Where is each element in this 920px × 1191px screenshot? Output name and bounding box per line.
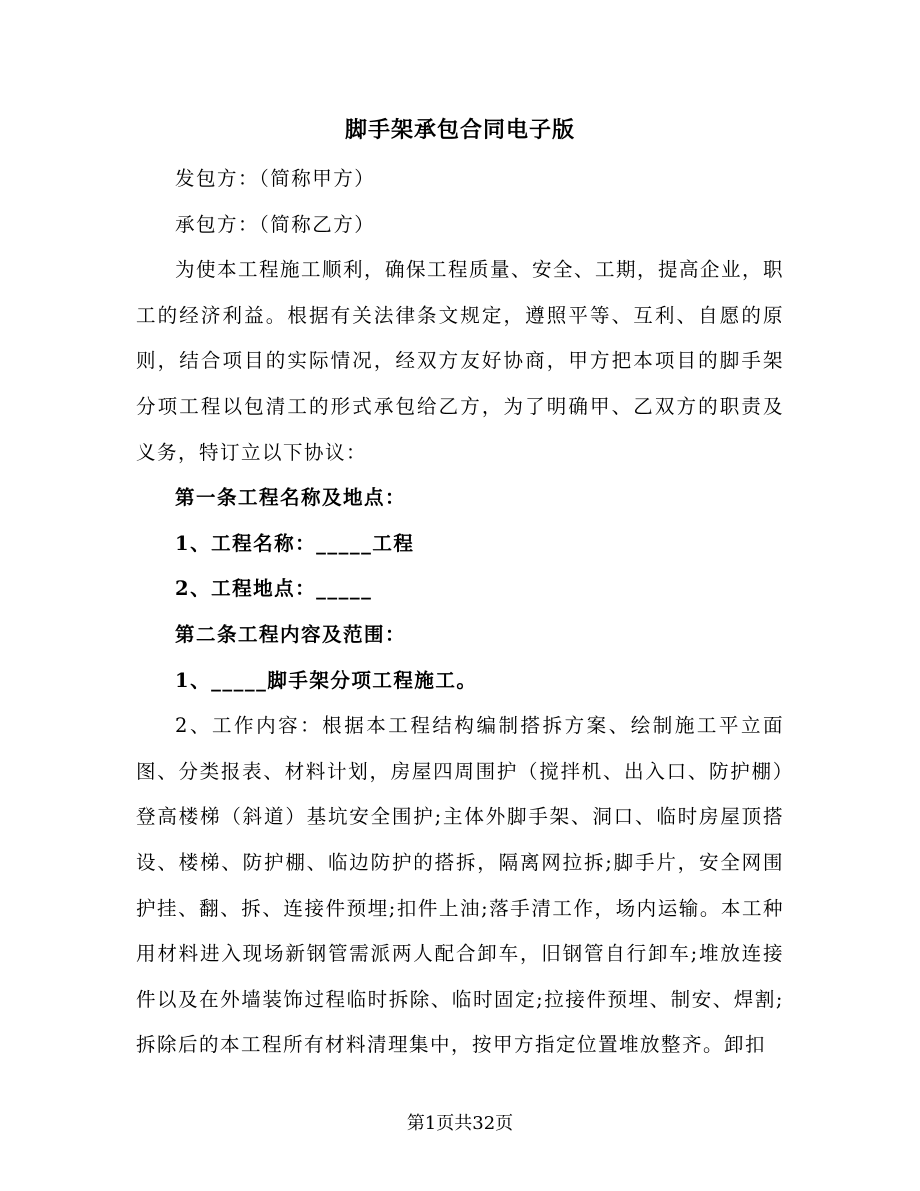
article1-item2: 2、工程地点：_____	[175, 577, 373, 601]
article1-item1: 1、工程名称：_____工程	[175, 531, 415, 555]
article2-item1: 1、_____脚手架分项工程施工。	[175, 668, 478, 692]
party-a-line: 发包方：（简称甲方）	[175, 167, 376, 190]
article2-item2: 2、工作内容：根据本工程结构编制搭拆方案、绘制施工平立面图、分类报表、材料计划，房屋四周围护（搅拌机、出入口、防护棚）登高楼梯（斜道）基坑安全围护;主体外脚手架、洞口、临时房屋顶搭设、楼梯、防护棚、临边防护的搭拆，隔离网拉拆;脚手片，安全网围护挂、翻、拆、连接件预埋;扣件上油;落手清工作，场内运输。本工种用材料进入现场新钢管需派两人配合卸车，旧钢管自行卸车;堆放连接件以及在外墙装饰过程临时拆除、临时固定;拉接件预埋、制安、焊割;拆除后的本工程所有材料清理集中，按甲方指定位置堆放整齐。卸扣	[136, 714, 784, 1057]
document-title: 脚手架承包合同电子版	[344, 117, 575, 143]
party-b-line: 承包方：（简称乙方）	[175, 212, 376, 236]
page-number: 第1页共32页	[406, 1113, 514, 1134]
document-body	[136, 156, 784, 1068]
article2-heading: 第二条工程内容及范围：	[175, 622, 407, 646]
intro-paragraph: 为使本工程施工顺利，确保工程质量、安全、工期，提高企业，职工的经济利益。根据有关法律条文规定，遵照平等、互利、自愿的原则，结合项目的实际情况，经双方友好协商，甲方把本项目的脚手架分项工程以包清工的形式承包给乙方，为了明确甲、乙双方的职责及义务，特订立以下协议：	[136, 258, 785, 464]
article1-heading: 第一条工程名称及地点：	[175, 486, 407, 510]
